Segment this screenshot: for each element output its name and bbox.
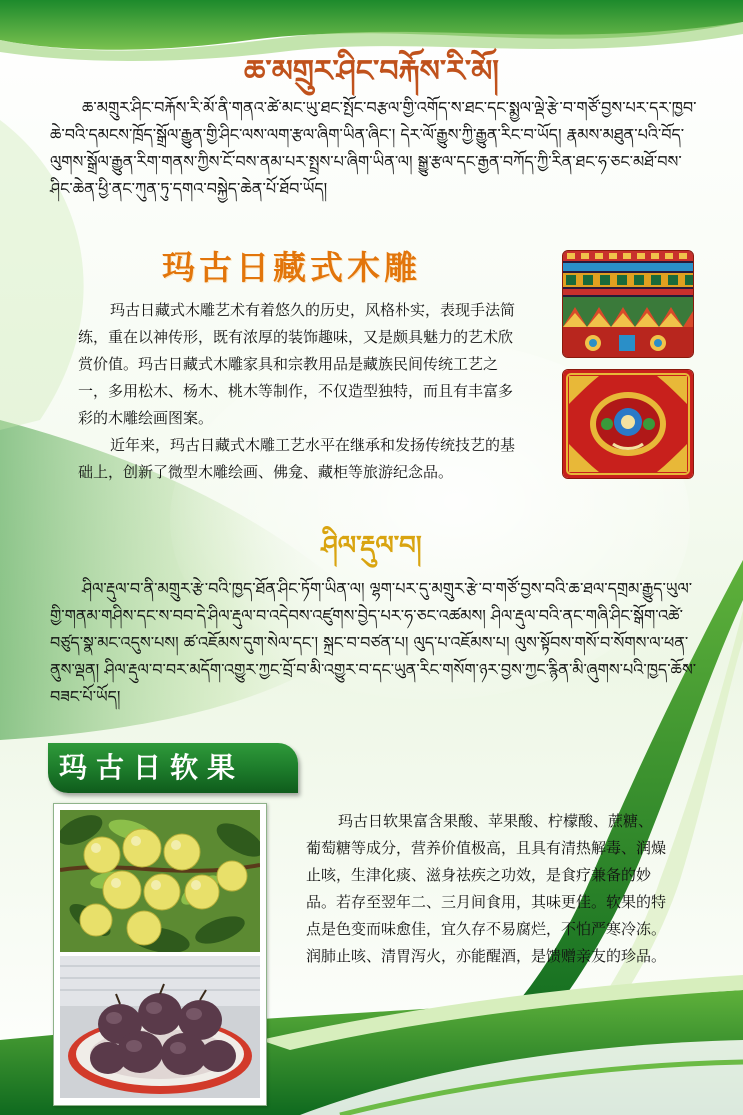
tibetan-title-wood-carving: ཆ་མགྲུར་ཤིང་བརྐོས་རི་མོ།	[244, 54, 499, 89]
tibetan-paragraph-soft-fruit: ཤིལ་རྡུལ་བ་ནི་མགྲུར་རྩེ་བའི་ཁྱད་ཐོན་ཤིང་ཏོག་ཡིན་ལ། ལྷག་པར་དུ་མགྲུར་རྩེ་བ་གཙོ་བྱས་བའི་ཆ་ཐལ་དགྲམ་རྒྱུད་ཡུལ་གྱི་གནམ་གཤིས་དང་ས་བབ་དེ་ཤིལ་རྡུལ་བ་འདེབས་འཛུགས་བྱེད་པར་ཧ་ཅང་འཚམས། ཤིལ་རྡུལ་བའི་ནང་གཞི་ཤིང་སྒོག་འཚེ་བཙུད་སྣ་མང་འདུས་པས། ཚ་འཇོམས་དུག་སེལ་དང་། སྐྲང་བ་བཙན་པ། ལུད་པ་འཇོམས་པ། ལུས་སྟོབས་གསོ་བ་སོགས་ལ་ཕན་ནུས་ལྡན། ཤིལ་རྡུལ་བ་བར་མདོག་འགྱུར་ཀྱང་བྲོ་བ་མི་འགྱུར་བ་དང་ཡུན་རིང་གསོག་ཉར་བྱས་ཀྱང་རྙིན་མི་ཞུགས་པའི་ཁྱད་ཆོས་བཟང་པོ་ཡོད།	[50, 579, 697, 706]
carving-image-painted-beam	[562, 250, 694, 358]
wood-carving-paragraph: 玛古日藏式木雕艺术有着悠久的历史，风格朴实，表现手法简练，重在以神传形，既有浓厚的装饰趣味，又是颇具魅力的艺术欣赏价值。玛古日藏式木雕家具和宗教用品是藏族民间传统工艺之一，多用松木、杨木、桃木等制作，不仅造型独特，而且有丰富多彩的木雕绘画图案。	[78, 301, 516, 427]
soft-fruit-paragraph: 玛古日软果富含果酸、苹果酸、柠檬酸、蔗糖、葡萄糖等成分，营养价值极高，且具有清热解毒、润燥止咳，生津化痰、滋身祛疾之功效，是食疗兼备的妙品。若存至翌年二、三月间食用，其味更佳。软果的特点是色变而味愈佳，宜久存不易腐烂，不怕严寒冷冻。润肺止咳、清胃泻火，亦能醒酒，是馈赠亲友的珍品。	[306, 812, 667, 965]
fruit-image-tree	[60, 810, 260, 952]
tibetan-paragraph-wood-carving: ཆ་མགྲུར་ཤིང་བརྐོས་རི་མོ་ནི་གནའ་ཚེ་མང་ཡུ་ཐང་སྤོང་བརྩལ་གྱི་འགོད་ས་ཐང་དང་སྨྱལ་ལྡེ་རྩེ་བ་གཙོ་བྱས་པར་དར་ཁྱབ་ཆེ་བའི་དམངས་ཁྲོད་སྒྲོལ་རྒྱུན་གྱི་ཤིང་ལས་ལག་རྩལ་ཞིག་ཡིན་ཞིང་། དེར་ལོ་རྒྱུས་ཀྱི་རྒྱུན་རིང་བ་ཡོད། རྣམས་མཐུན་པའི་བོད་ལུགས་སྒྲོལ་རྒྱུན་རིག་གནས་ཀྱིས་ངོ་བས་ནམ་པར་སྤྲས་པ་ཞིག་ཡིན་ལ། སྒྱུ་རྩལ་དང་རྒྱན་བཀོད་ཀྱི་རིན་ཐང་ཧ་ཅང་མཐོ་བས་ཤིང་ཆེན་ཕྱི་ནང་ཀུན་ཏུ་དགའ་བསྐྱེད་ཆེན་པོ་ཐོབ་ཡོད།	[50, 98, 697, 198]
wood-carving-text	[78, 297, 523, 486]
carving-image-red-panel	[562, 369, 694, 479]
wood-carving-paragraph: 近年来，玛古日藏式木雕工艺水平在继承和发扬传统技艺的基础上，创新了微型木雕绘画、佛龛、藏柜等旅游纪念品。	[78, 436, 516, 481]
fruit-image-plate	[60, 956, 260, 1098]
fruit-photo-frame	[53, 803, 267, 1106]
soft-fruit-text	[306, 808, 666, 970]
wood-carving-title: 玛古日藏式木雕	[162, 248, 421, 287]
tibetan-title-soft-fruit: ཤིལ་རྡུལ་བ།	[321, 531, 422, 561]
soft-fruit-title: 玛古日软果	[59, 751, 245, 784]
